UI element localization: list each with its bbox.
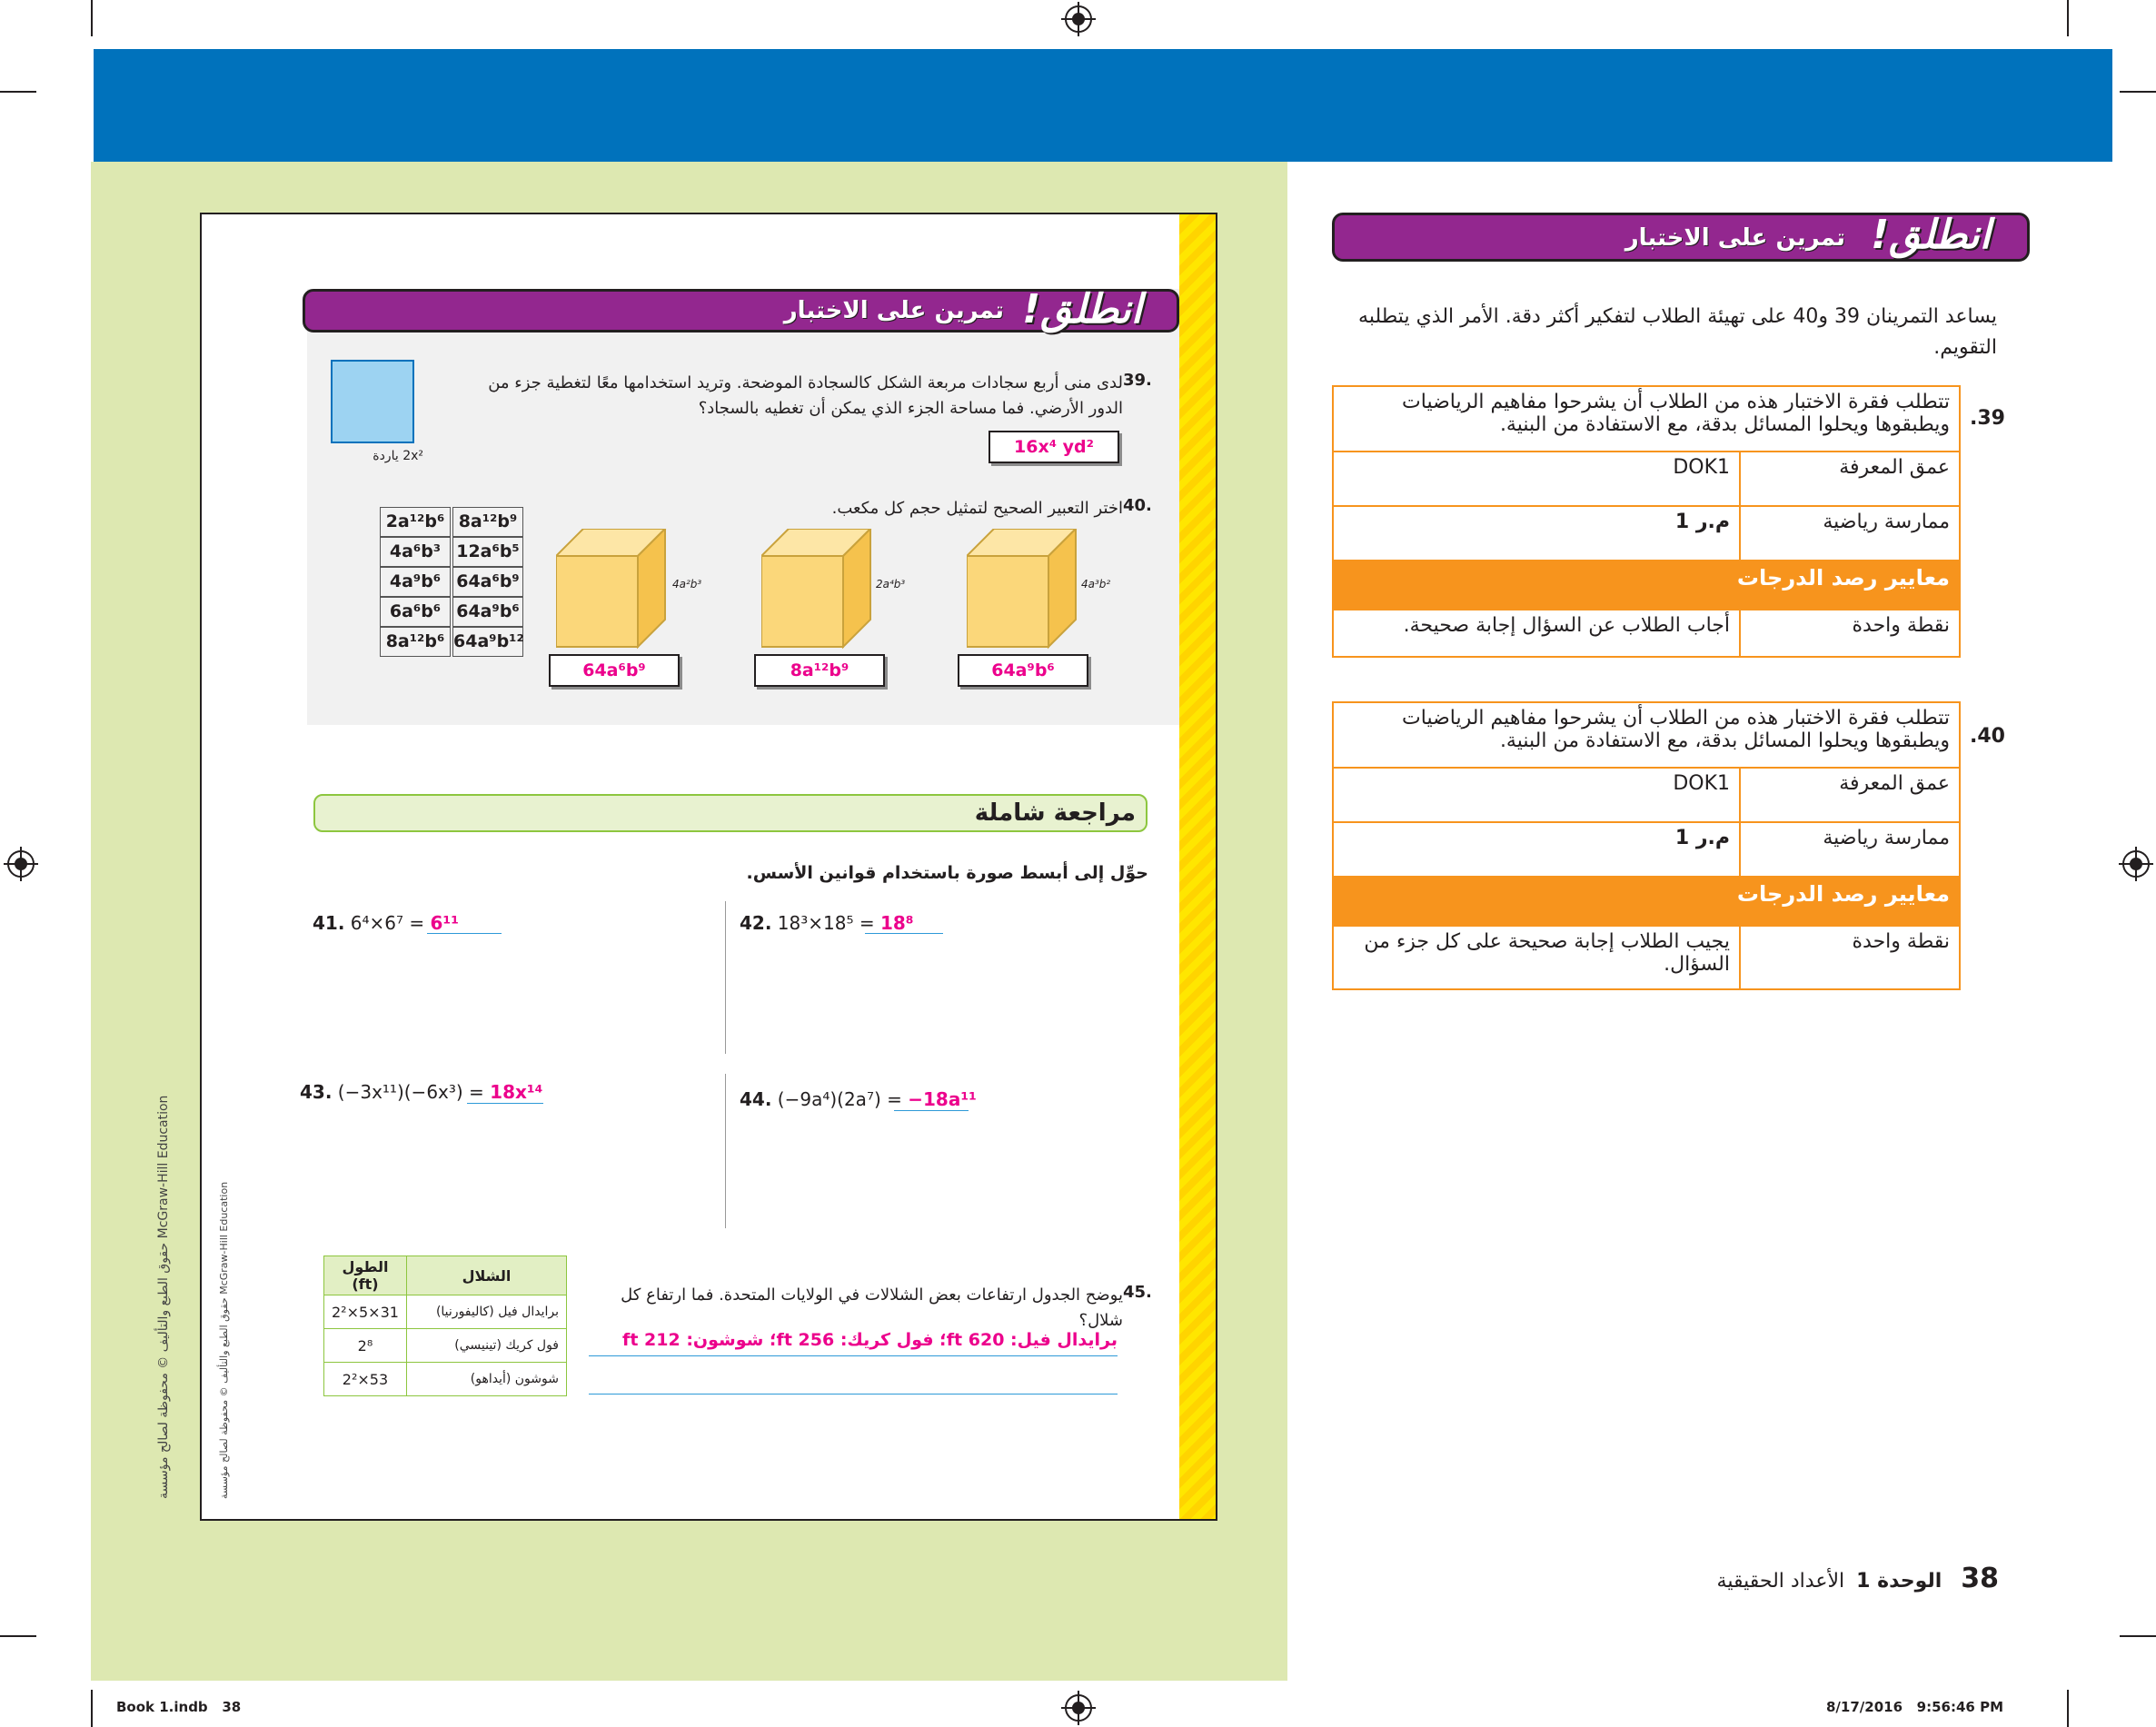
- waterfall-height: 2²×5×31: [324, 1295, 407, 1329]
- waterfall-name: شوشون (أيداهو): [406, 1363, 566, 1396]
- tile[interactable]: 2a¹²b⁶: [380, 507, 451, 537]
- exercise-answer: 18⁸: [879, 912, 914, 934]
- rubric-label: نقطة واحدة: [1740, 926, 1960, 989]
- banner-subtitle: تمرين على الاختبار: [1624, 224, 1845, 252]
- exercise-expression: (−3x¹¹)(−6x³) =: [337, 1081, 484, 1103]
- waterfall-table: [323, 1256, 567, 1396]
- blue-square-rug: [331, 360, 414, 443]
- square-side-label: 2x² ياردة: [373, 449, 423, 463]
- exercise-answer: −18a¹¹: [908, 1088, 977, 1110]
- q45-answer: برايدال فيل: 620 ft؛ فول كريك: 256 ft؛ شوشون: 212 ft: [622, 1330, 1118, 1350]
- header-band: [94, 49, 2112, 162]
- rubric-value: أجاب الطلاب عن السؤال إجابة صحيحة.: [1333, 610, 1740, 657]
- tile[interactable]: 8a¹²b⁹: [452, 507, 523, 537]
- rubric-scoring-title: معايير رصد الدرجات: [1333, 877, 1960, 926]
- student-banner: [303, 286, 1179, 332]
- exercise-answer: 18x¹⁴: [490, 1081, 543, 1103]
- review-title: مراجعة شاملة: [974, 799, 1136, 827]
- exercise-number: 41.: [313, 912, 345, 934]
- teacher-banner: [1332, 213, 2030, 262]
- tile[interactable]: 12a⁶b⁵: [452, 537, 523, 567]
- crop-mark: [2120, 1635, 2156, 1637]
- rubric-value: يجيب الطلاب إجابة صحيحة على كل جزء من السؤال.: [1333, 926, 1740, 989]
- answer-line: [865, 933, 943, 934]
- registration-mark-icon: [1065, 5, 1092, 33]
- q40-number: 40.: [1123, 496, 1152, 515]
- cube-answer[interactable]: 8a¹²b⁹: [754, 654, 885, 687]
- cube-icon: [761, 529, 889, 656]
- rubric-table-40: [1332, 701, 1961, 990]
- rubric-description: تتطلب فقرة الاختبار هذه من الطلاب أن يشرحوا مفاهيم الرياضيات ويطبقوها ويحلوا المسائل بدقة، مع الاستفادة من البنية.: [1333, 702, 1960, 768]
- banner-subtitle: تمرين على الاختبار: [783, 297, 1004, 324]
- page-number: 38: [1961, 1563, 1999, 1594]
- rubric-value: م.ر 1: [1333, 506, 1740, 561]
- teacher-intro: يساعد التمرينان 39 و40 على تهيئة الطلاب لتفكير أكثر دقة. الأمر الذي يتطلبه التقويم.: [1358, 305, 1997, 359]
- rubric-label: نقطة واحدة: [1740, 610, 1960, 657]
- tile[interactable]: 64a⁹b¹²: [452, 627, 523, 657]
- exercise-42: [740, 912, 914, 934]
- q39-number: 39.: [1123, 371, 1152, 390]
- panel-copyright: حقوق الطبع والتأليف © محفوظة لصالح مؤسسة McGraw-Hill Education: [156, 1095, 171, 1499]
- answer-line: [589, 1394, 1118, 1395]
- rubric-value: DOK1: [1333, 452, 1740, 506]
- slug-date: 8/17/2016 9:56:46 PM: [1826, 1699, 2004, 1715]
- rubric-label: عمق المعرفة: [1740, 768, 1960, 822]
- waterfall-name: فول كريك (تينيسي): [406, 1329, 566, 1363]
- column-divider: [725, 1074, 726, 1228]
- cube-edge-label: 4a³b²: [1081, 578, 1111, 591]
- tile[interactable]: 8a¹²b⁶: [380, 627, 451, 657]
- answer-line: [427, 933, 502, 934]
- cube-edge-label: 4a²b³: [672, 578, 702, 591]
- q39-answer: 16x⁴ yd²: [989, 431, 1119, 463]
- tile[interactable]: 6a⁶b⁶: [380, 597, 451, 627]
- crop-mark: [91, 0, 93, 36]
- answer-line: [589, 1355, 1118, 1356]
- column-divider: [725, 901, 726, 1054]
- q45-text: يوضح الجدول ارتفاعات بعض الشلالات في الولايات المتحدة. فما ارتفاع كل شلال؟: [621, 1285, 1123, 1330]
- registration-mark-icon: [7, 850, 35, 878]
- cube-answer[interactable]: 64a⁶b⁹: [549, 654, 680, 687]
- exercise-number: 43.: [300, 1081, 333, 1103]
- crop-mark: [2067, 1690, 2069, 1727]
- rubric-table-39: [1332, 385, 1961, 658]
- exercise-expression: 18³×18⁵ =: [777, 912, 875, 934]
- rubric-description: تتطلب فقرة الاختبار هذه من الطلاب أن يشرحوا مفاهيم الرياضيات ويطبقوها ويحلوا المسائل بدقة، مع الاستفادة من البنية.: [1333, 386, 1960, 452]
- registration-mark-icon: [2122, 850, 2150, 878]
- unit-label: الوحدة 1: [1856, 1570, 1942, 1593]
- rubric-label: عمق المعرفة: [1740, 452, 1960, 506]
- table-row: [324, 1329, 567, 1363]
- exercise-number: 44.: [740, 1088, 772, 1110]
- waterfall-name: برايدال فيل (كاليفورنيا): [406, 1295, 566, 1329]
- waterfall-height: 2²×53: [324, 1363, 407, 1396]
- table-row: [324, 1295, 567, 1329]
- crop-mark: [91, 1690, 93, 1727]
- rubric-value: DOK1: [1333, 768, 1740, 822]
- exercise-expression: (−9a⁴)(2a⁷) =: [777, 1088, 902, 1110]
- exercise-41: [313, 912, 459, 934]
- crop-mark: [0, 91, 36, 93]
- answer-line: [467, 1103, 543, 1104]
- rubric-scoring-title: معايير رصد الدرجات: [1333, 561, 1960, 610]
- slug-file: Book 1.indb 38: [116, 1699, 242, 1715]
- waterfall-height: 2⁸: [324, 1329, 407, 1363]
- tile[interactable]: 64a⁶b⁹: [452, 567, 523, 597]
- cube-edge-label: 2a⁴b³: [876, 578, 906, 591]
- exercise-44: [740, 1088, 977, 1110]
- review-instruction: حوِّل إلى أبسط صورة باستخدام قوانين الأسس.: [746, 863, 1148, 883]
- crop-mark: [2120, 91, 2156, 93]
- cube-icon: [967, 529, 1094, 656]
- registration-mark-icon: [1065, 1694, 1092, 1722]
- crop-mark: [2067, 0, 2069, 36]
- tile[interactable]: 4a⁶b³: [380, 537, 451, 567]
- cube-icon: [556, 529, 683, 656]
- cube-answer[interactable]: 64a⁹b⁶: [958, 654, 1088, 687]
- exercise-expression: 6⁴×6⁷ =: [350, 912, 425, 934]
- rubric-number: .39: [1970, 407, 2005, 430]
- table-row: [324, 1363, 567, 1396]
- banner-go: انطلق!: [1022, 286, 1142, 332]
- rubric-label: ممارسة رياضية: [1740, 506, 1960, 561]
- banner-go: انطلق!: [1871, 212, 1991, 258]
- student-copyright: حقوق الطبع والتأليف © محفوظة لصالح مؤسسة McGraw-Hill Education: [218, 1181, 230, 1499]
- page-footer: [1635, 1563, 1999, 1594]
- q39-text: لدى منى أربع سجادات مربعة الشكل كالسجادة الموضحة. وتريد استخدامها معًا لتغطية جزء من الدور الأرضي. فما مساحة الجزء الذي يمكن أن تغطيه بالسجاد؟: [488, 373, 1123, 418]
- rubric-label: ممارسة رياضية: [1740, 822, 1960, 877]
- rubric-number: .40: [1970, 725, 2005, 748]
- rubric-value: م.ر 1: [1333, 822, 1740, 877]
- unit-title: الأعداد الحقيقية: [1716, 1570, 1845, 1593]
- exercise-answer: 6¹¹: [430, 912, 459, 934]
- q45-number: 45.: [1123, 1283, 1152, 1302]
- table-header: الطول (ft): [324, 1256, 407, 1295]
- tile[interactable]: 64a⁹b⁶: [452, 597, 523, 627]
- exercise-number: 42.: [740, 912, 772, 934]
- table-header: الشلال: [406, 1256, 566, 1295]
- answer-line: [894, 1110, 969, 1111]
- page-edge-stripe: [1179, 214, 1216, 1519]
- crop-mark: [0, 1635, 36, 1637]
- tile[interactable]: 4a⁹b⁶: [380, 567, 451, 597]
- q40-text: اختر التعبير الصحيح لتمثيل حجم كل مكعب.: [831, 499, 1123, 518]
- exercise-43: [300, 1081, 542, 1103]
